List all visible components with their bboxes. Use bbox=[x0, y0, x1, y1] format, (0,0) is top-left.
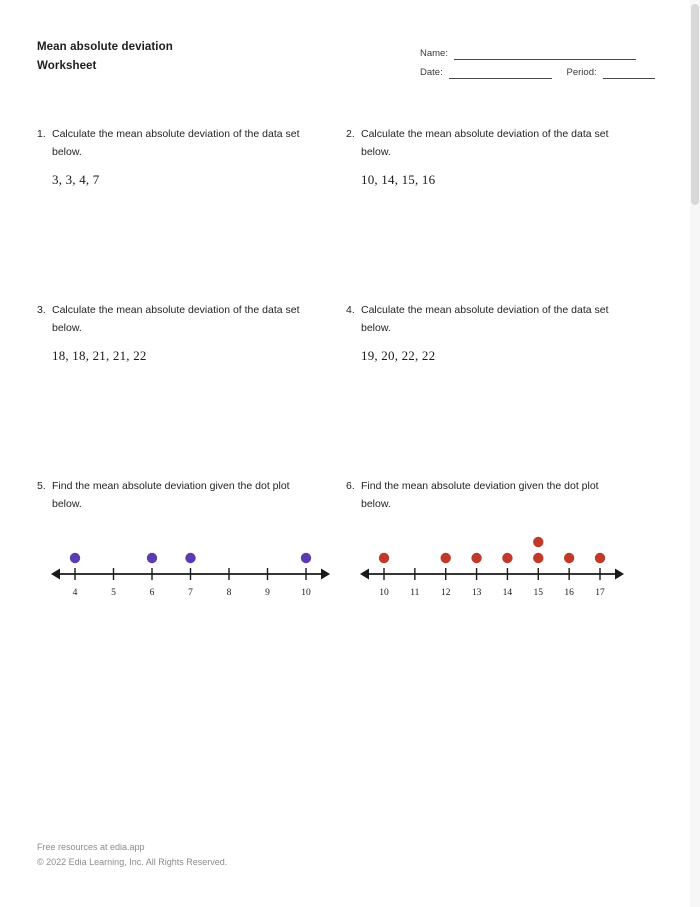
period-label: Period: bbox=[566, 67, 597, 78]
question-row bbox=[37, 126, 655, 302]
question-row bbox=[37, 478, 655, 598]
question-2-prompt bbox=[346, 126, 631, 161]
date-label: Date: bbox=[420, 67, 443, 78]
date-input-line[interactable] bbox=[449, 67, 552, 79]
questions-grid bbox=[37, 126, 655, 598]
svg-text:11: 11 bbox=[410, 588, 420, 598]
question-4-dataset: 19, 20, 22, 22 bbox=[361, 348, 436, 363]
page-footer bbox=[37, 840, 227, 869]
footer-resources-line: Free resources at edia.app bbox=[37, 842, 145, 852]
svg-text:8: 8 bbox=[226, 588, 232, 598]
question-6-dotplot bbox=[352, 529, 631, 598]
svg-text:15: 15 bbox=[533, 588, 544, 598]
worksheet-header bbox=[37, 38, 655, 86]
svg-text:4: 4 bbox=[72, 588, 78, 598]
question-3 bbox=[37, 302, 346, 478]
date-period-row bbox=[420, 60, 655, 79]
svg-text:7: 7 bbox=[188, 588, 193, 598]
question-5-prompt bbox=[37, 478, 322, 513]
svg-text:10: 10 bbox=[379, 588, 389, 598]
dot-plot-chart-6 bbox=[352, 529, 632, 598]
question-1-prompt bbox=[37, 126, 322, 161]
svg-text:14: 14 bbox=[502, 588, 513, 598]
student-info-block bbox=[420, 41, 655, 79]
question-6-number: 6. bbox=[346, 480, 355, 492]
svg-text:10: 10 bbox=[301, 588, 311, 598]
question-3-number: 3. bbox=[37, 304, 46, 316]
svg-text:6: 6 bbox=[149, 588, 155, 598]
question-1-number: 1. bbox=[37, 128, 46, 140]
question-2-number: 2. bbox=[346, 128, 355, 140]
period-input-line[interactable] bbox=[603, 67, 655, 79]
dot-plot-chart-5 bbox=[43, 529, 338, 598]
question-4-number: 4. bbox=[346, 304, 355, 316]
title-line-1: Mean absolute deviation bbox=[37, 41, 173, 53]
question-1 bbox=[37, 126, 346, 302]
svg-text:13: 13 bbox=[471, 588, 482, 598]
question-5-dotplot bbox=[43, 529, 322, 598]
vertical-scrollbar-track[interactable] bbox=[690, 0, 700, 907]
question-2-text: Calculate the mean absolute deviation of the data set below. bbox=[361, 128, 609, 158]
svg-text:5: 5 bbox=[111, 588, 116, 598]
vertical-scrollbar-thumb[interactable] bbox=[691, 4, 699, 205]
name-label: Name: bbox=[420, 48, 448, 59]
question-4 bbox=[346, 302, 655, 478]
question-3-text: Calculate the mean absolute deviation of the data set below. bbox=[52, 304, 300, 334]
question-5-number: 5. bbox=[37, 480, 46, 492]
title-line-2: Worksheet bbox=[37, 60, 97, 72]
svg-text:17: 17 bbox=[595, 588, 605, 598]
question-2 bbox=[346, 126, 655, 302]
question-1-text: Calculate the mean absolute deviation of the data set below. bbox=[52, 128, 300, 158]
name-input-line[interactable] bbox=[454, 48, 636, 60]
footer-copyright-line: © 2022 Edia Learning, Inc. All Rights Reserved. bbox=[37, 856, 228, 867]
question-2-dataset: 10, 14, 15, 16 bbox=[361, 172, 436, 187]
question-3-prompt bbox=[37, 302, 322, 337]
question-6 bbox=[346, 478, 655, 598]
question-5-text: Find the mean absolute deviation given the dot plot below. bbox=[52, 480, 290, 510]
question-6-prompt bbox=[346, 478, 631, 513]
name-row bbox=[420, 41, 655, 60]
question-1-dataset: 3, 3, 4, 7 bbox=[52, 172, 100, 187]
question-5 bbox=[37, 478, 346, 598]
question-6-text: Find the mean absolute deviation given the dot plot below. bbox=[361, 480, 599, 510]
svg-text:16: 16 bbox=[564, 588, 574, 598]
question-3-dataset: 18, 18, 21, 21, 22 bbox=[52, 348, 147, 363]
svg-text:9: 9 bbox=[265, 588, 270, 598]
question-4-prompt bbox=[346, 302, 631, 337]
question-4-text: Calculate the mean absolute deviation of the data set below. bbox=[361, 304, 609, 334]
page-title bbox=[37, 38, 173, 76]
question-row bbox=[37, 302, 655, 478]
svg-text:12: 12 bbox=[440, 588, 451, 598]
